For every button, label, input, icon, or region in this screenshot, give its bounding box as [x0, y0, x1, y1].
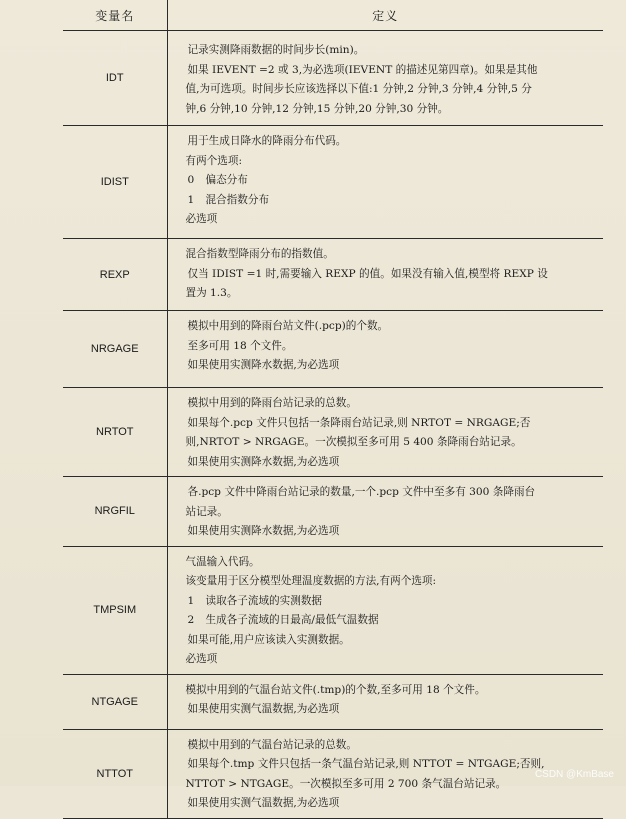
definition-line: NTTOT > NTGAGE。一次模拟至多可用 2 700 条气温台站记录。 [185, 777, 507, 790]
table-row [63, 126, 603, 239]
option-number: 0 [187, 174, 195, 186]
variable-name: IDT [63, 31, 167, 126]
variable-definition [167, 674, 603, 729]
header-variable-name: 变量名 [63, 0, 167, 31]
definition-line: 用于生成日降水的降雨分布代码。 [187, 135, 347, 147]
definition-line: 如果可能,用户应该读入实测数据。 [187, 633, 350, 646]
definition-line: 至多可用 18 个文件。 [187, 339, 293, 352]
definition-line: 必选项 [185, 653, 218, 665]
definition-line: 如果使用实测降水数据,为必选项 [187, 525, 340, 537]
table-header-row [63, 0, 603, 31]
option-number: 1 [187, 193, 195, 206]
variable-definition [167, 388, 603, 477]
variable-definition [167, 31, 603, 126]
definition-line: 该变量用于区分模型处理温度数据的方法,有两个选项: [185, 575, 437, 587]
variable-definition [167, 311, 603, 388]
table-row [63, 729, 603, 818]
variable-name: REXP [63, 239, 167, 311]
definition-line: 混合指数型降雨分布的指数值。 [185, 248, 334, 260]
table-row [63, 477, 603, 547]
table-row [63, 546, 603, 674]
watermark: CSDN @KmBase [534, 769, 614, 780]
variable-name: NTTOT [63, 729, 167, 818]
definition-line: 模拟中用到的气温台站文件(.tmp)的个数,至多可用 18 个文件。 [185, 683, 486, 696]
definition-line: 如果使用实测降水数据,为必选项 [187, 359, 340, 371]
variable-name: IDIST [63, 126, 167, 239]
option-text: 混合指数分布 [205, 193, 270, 206]
variable-name: NRGAGE [63, 311, 167, 388]
variable-definition [167, 477, 603, 547]
table-row [63, 239, 603, 311]
definition-line: 必选项 [185, 213, 218, 225]
definition-line: 钟,6 分钟,10 分钟,12 分钟,15 分钟,20 分钟,30 分钟。 [185, 102, 449, 115]
definition-line: 如果 IEVENT =2 或 3,为必选项(IEVENT 的描述见第四章)。如果是其他 [187, 63, 538, 76]
option-item [186, 611, 598, 631]
option-text: 偏态分布 [205, 174, 248, 186]
definition-line: 仅当 IDIST =1 时,需要输入 REXP 的值。如果没有输入值,模型将 REXP 设 [187, 267, 548, 280]
variable-definition [167, 546, 603, 674]
definition-line: 值,为可选项。时间步长应该选择以下值:1 分钟,2 分钟,3 分钟,4 分钟,5 分 [185, 83, 532, 95]
definition-line: 模拟中用到的降雨台站文件(.pcp)的个数。 [187, 320, 389, 332]
header-definition: 定义 [167, 0, 603, 31]
definition-line: 模拟中用到的降雨台站记录的总数。 [187, 397, 357, 409]
variable-name: NTGAGE [63, 674, 167, 729]
variable-name: NRGFIL [63, 477, 167, 547]
option-item [186, 592, 598, 612]
table-row [63, 674, 603, 729]
variable-definition [167, 239, 603, 311]
definition-line: 置为 1.3。 [185, 287, 238, 299]
option-number: 2 [187, 614, 195, 626]
definition-line: 如果使用实测气温数据,为必选项 [187, 703, 340, 715]
definition-line: 有两个选项: [185, 154, 243, 167]
definition-line: 如果每个.pcp 文件只包括一条降雨台站记录,则 NRTOT = NRGAGE;否 [187, 416, 531, 429]
variable-definition-table [63, 0, 603, 819]
definition-line: 如果使用实测降水数据,为必选项 [187, 455, 340, 468]
table-row [63, 388, 603, 477]
variable-definition [167, 126, 603, 239]
table-row [63, 31, 603, 126]
definition-line: 如果使用实测气温数据,为必选项 [187, 797, 340, 809]
option-item [186, 191, 598, 211]
definition-line: 则,NRTOT > NRGAGE。一次模拟至多可用 5 400 条降雨台站记录。 [185, 436, 522, 448]
definition-line: 气温输入代码。 [185, 555, 260, 568]
definition-line: 如果每个.tmp 文件只包括一条气温台站记录,则 NTTOT = NTGAGE;否则, [187, 758, 545, 770]
definition-line: 记录实测降雨数据的时间步长(min)。 [187, 44, 365, 56]
definition-line: 各.pcp 文件中降雨台站记录的数量,一个.pcp 文件中至多有 300 条降雨台 [187, 486, 536, 498]
variable-name: NRTOT [63, 388, 167, 477]
definition-line: 站记录。 [185, 505, 228, 518]
option-text: 生成各子流域的日最高/最低气温数据 [205, 614, 379, 626]
definition-line: 模拟中用到的气温台站记录的总数。 [187, 738, 357, 751]
option-text: 读取各子流域的实测数据 [205, 594, 323, 607]
option-number: 1 [187, 594, 195, 607]
table-row [63, 311, 603, 388]
variable-name: TMPSIM [63, 546, 167, 674]
option-item [186, 171, 598, 191]
